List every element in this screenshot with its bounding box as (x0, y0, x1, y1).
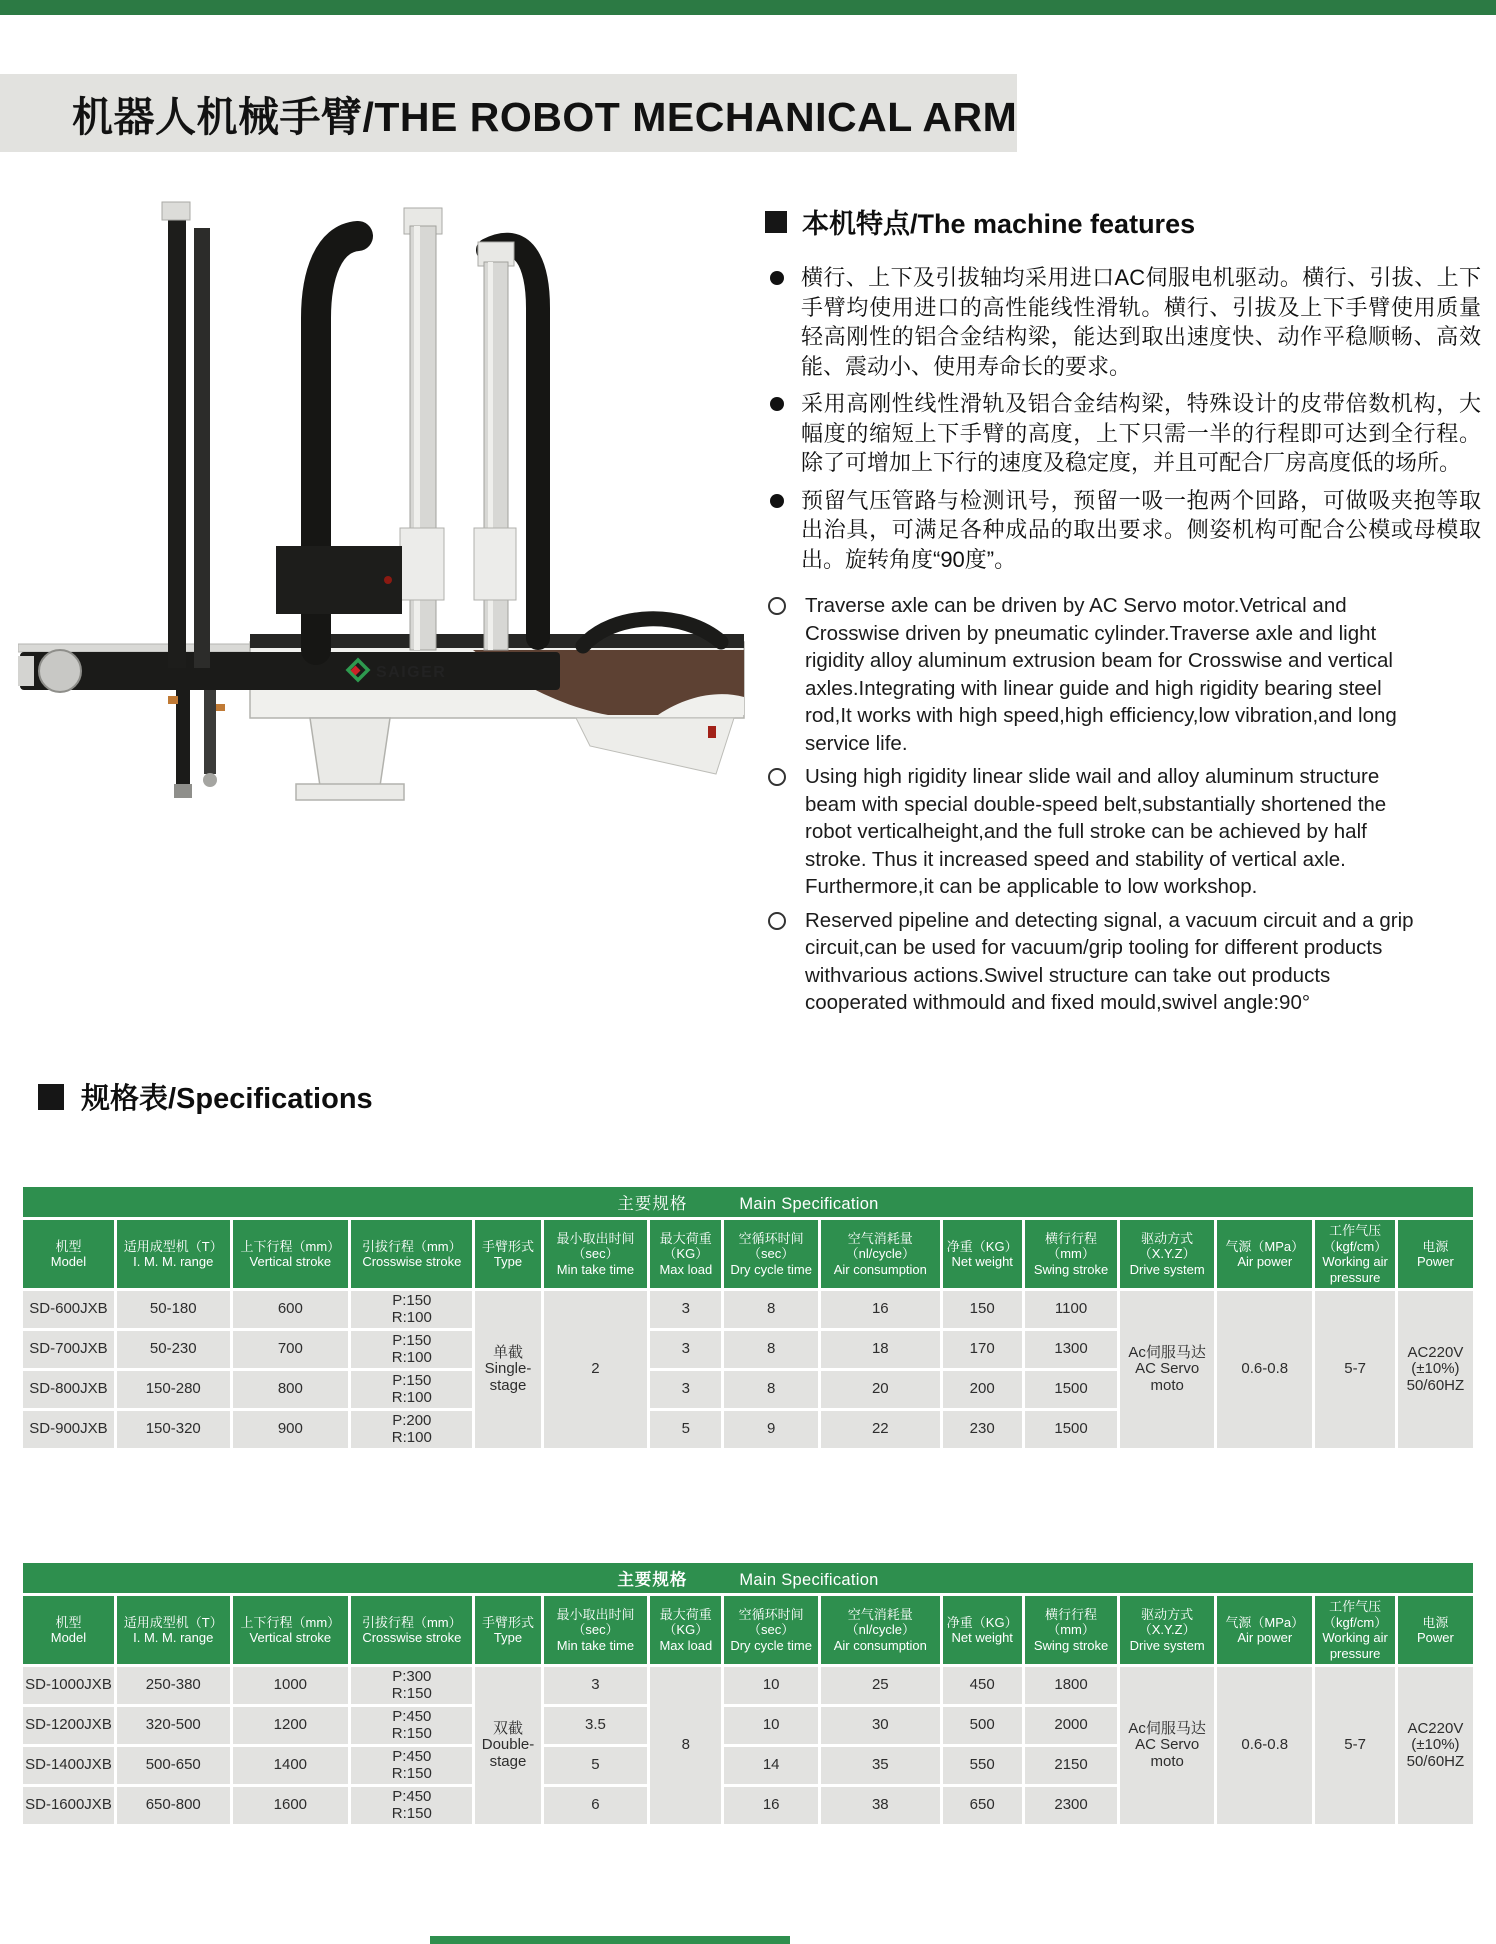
spec-column-header: 净重（KG） Net weight (943, 1220, 1022, 1288)
spec-cell: 9 (724, 1411, 818, 1448)
spec-row (23, 1291, 1473, 1328)
table-banner (23, 1187, 1473, 1217)
spec-cell: SD-1600JXB (23, 1787, 114, 1824)
page-title: 机器人机械手臂/THE ROBOT MECHANICAL ARM (0, 74, 1017, 152)
spec-cell: 25 (821, 1667, 939, 1704)
robot-left-rail-2 (194, 228, 210, 668)
spec-cell: 1300 (1025, 1331, 1117, 1368)
spec-row (23, 1667, 1473, 1704)
spec-cell: 10 (724, 1667, 818, 1704)
spec-table-double-stage (20, 1560, 1476, 1827)
spec-column-header: 手臂形式 Type (475, 1596, 540, 1664)
spec-cell: 6 (544, 1787, 648, 1824)
feature-bullet-zh: 采用高刚性线性滑轨及铝合金结构梁，特殊设计的皮带倍数机构，大幅度的缩短上下手臂的高度，上下只需一半的行程即可达到全行程。除了可增加上下行的速度及稳定度，并且可配合厂房高度低的场所。 (765, 389, 1481, 478)
bottom-green-band (430, 1936, 790, 1944)
spec-cell: 3.5 (544, 1707, 648, 1744)
spec-cell: 800 (233, 1371, 349, 1408)
spec-cell: P:450 R:150 (351, 1787, 472, 1824)
spec-cell: 38 (821, 1787, 939, 1824)
spec-column-header: 工作气压 （kgf/cm） Working air pressure (1315, 1220, 1394, 1288)
spec-cell: 500-650 (117, 1747, 230, 1784)
spec-cell: 16 (821, 1291, 939, 1328)
robot-slider-2 (474, 528, 516, 600)
spec-cell: 1400 (233, 1747, 349, 1784)
spec-column-header: 引拔行程（mm） Crosswise stroke (351, 1596, 472, 1664)
spec-cell: P:150 R:100 (351, 1331, 472, 1368)
spec-column-header: 驱动方式 （X.Y.Z） Drive system (1120, 1220, 1214, 1288)
spec-cell: 20 (821, 1371, 939, 1408)
table-banner-en: Main Specification (739, 1571, 879, 1589)
spec-column-header: 适用成型机（T） I. M. M. range (117, 1220, 230, 1288)
spec-cell: 22 (821, 1411, 939, 1448)
spec-cell: 18 (821, 1331, 939, 1368)
spec-cell: 50-180 (117, 1291, 230, 1328)
spec-cell: 8 (724, 1371, 818, 1408)
spec-column-header: 空气消耗量 （nl/cycle） Air consumption (821, 1596, 939, 1664)
spec-column-header: 电源 Power (1398, 1220, 1473, 1288)
spec-cell: P:150 R:100 (351, 1371, 472, 1408)
spec-cell: 1500 (1025, 1411, 1117, 1448)
spec-cell: 0.6-0.8 (1217, 1667, 1312, 1824)
spec-cell: 双截 Double- stage (475, 1667, 540, 1824)
spec-column-header: 空循环时间 （sec） Dry cycle time (724, 1596, 818, 1664)
robot-gripper-rod-1 (176, 690, 190, 786)
spec-cell: SD-1200JXB (23, 1707, 114, 1744)
spec-cell: P:450 R:150 (351, 1747, 472, 1784)
robot-crossbar-endblock (18, 656, 34, 686)
feature-bullet-zh: 横行、上下及引拔轴均采用进口AC伺服电机驱动。横行、引拔、上下手臂均使用进口的高性能线性滑轨。横行、引拔及上下手臂使用质量轻高刚性的铝合金结构梁，能达到取出速度快、动作平稳顺畅、高效能、震动小、使用寿命长的要求。 (765, 263, 1481, 381)
page-title-bar (0, 74, 1018, 152)
spec-cell: P:450 R:150 (351, 1707, 472, 1744)
saiger-brand-text: SAIGER (376, 664, 447, 681)
spec-cell: 150-320 (117, 1411, 230, 1448)
spec-cell: AC220V (±10%) 50/60HZ (1398, 1667, 1473, 1824)
feature-bullet-en: Using high rigidity linear slide wail and alloy aluminum structure beam with special double-speed belt,substantially shortened the robot verticalheight,and the full stroke can be achieved by half stroke. Thus it increased speed and stability of vertical axle. Furthermore,it can be applicable to low workshop. (765, 763, 1481, 901)
spec-table (20, 1560, 1476, 1827)
spec-column-header: 上下行程（mm） Vertical stroke (233, 1220, 349, 1288)
spec-column-header: 手臂形式 Type (475, 1220, 540, 1288)
spec-cell: 8 (650, 1667, 721, 1824)
spec-cell: 650-800 (117, 1787, 230, 1824)
spec-cell: 3 (544, 1667, 648, 1704)
spec-cell: SD-800JXB (23, 1371, 114, 1408)
spec-cell: 1500 (1025, 1371, 1117, 1408)
spec-cell: 35 (821, 1747, 939, 1784)
spec-cell: Ac伺服马达 AC Servo moto (1120, 1667, 1214, 1824)
spec-column-header: 机型 Model (23, 1220, 114, 1288)
robot-crossbar-endcap (39, 650, 81, 692)
spec-cell: 500 (943, 1707, 1022, 1744)
table-banner-zh: 主要规格 (617, 1195, 688, 1213)
spec-cell: 2300 (1025, 1787, 1117, 1824)
robot-fitting-1 (168, 696, 178, 704)
spec-cell: 170 (943, 1331, 1022, 1368)
spec-column-header: 最大荷重 （KG） Max load (650, 1220, 721, 1288)
spec-cell: 16 (724, 1787, 818, 1824)
spec-cell: 650 (943, 1787, 1022, 1824)
features-heading-text: 本机特点/The machine features (802, 209, 1196, 239)
top-green-band (0, 0, 1496, 15)
spec-cell: 3 (650, 1371, 721, 1408)
spec-table (20, 1184, 1476, 1451)
spec-cell: P:300 R:150 (351, 1667, 472, 1704)
features-section (765, 202, 1481, 1023)
spec-cell: 320-500 (117, 1707, 230, 1744)
features-list-en (765, 592, 1481, 1017)
specs-heading (38, 1076, 373, 1117)
spec-column-header: 空气消耗量 （nl/cycle） Air consumption (821, 1220, 939, 1288)
spec-cell: 2000 (1025, 1707, 1117, 1744)
table-banner-en: Main Specification (739, 1195, 879, 1213)
robot-motor-indicator (384, 576, 392, 584)
robot-slider-1 (400, 528, 444, 600)
robot-motor-box (276, 546, 402, 614)
robot-foot-plate (296, 784, 404, 800)
spec-column-header: 气源（MPa） Air power (1217, 1596, 1312, 1664)
spec-column-header: 适用成型机（T） I. M. M. range (117, 1596, 230, 1664)
spec-cell: 30 (821, 1707, 939, 1744)
spec-cell: SD-900JXB (23, 1411, 114, 1448)
spec-cell: 900 (233, 1411, 349, 1448)
spec-cell: 5 (650, 1411, 721, 1448)
spec-cell: 550 (943, 1747, 1022, 1784)
spec-column-header: 最小取出时间 （sec） Min take time (544, 1220, 648, 1288)
spec-cell: 14 (724, 1747, 818, 1784)
section-square-icon (765, 211, 787, 233)
spec-column-header: 引拔行程（mm） Crosswise stroke (351, 1220, 472, 1288)
features-heading (765, 202, 1481, 241)
spec-cell: 1600 (233, 1787, 349, 1824)
robot-left-rail-1 (168, 210, 186, 668)
spec-cell: SD-700JXB (23, 1331, 114, 1368)
spec-cell: AC220V (±10%) 50/60HZ (1398, 1291, 1473, 1448)
robot-photo (18, 198, 746, 810)
spec-column-header: 空循环时间 （sec） Dry cycle time (724, 1220, 818, 1288)
robot-gripper-tip-2 (203, 773, 217, 787)
spec-cell: SD-1000JXB (23, 1667, 114, 1704)
table-banner (23, 1563, 1473, 1593)
spec-cell: Ac伺服马达 AC Servo moto (1120, 1291, 1214, 1448)
spec-cell: 5-7 (1315, 1291, 1394, 1448)
spec-cell: 450 (943, 1667, 1022, 1704)
spec-cell: 5-7 (1315, 1667, 1394, 1824)
spec-cell: 8 (724, 1291, 818, 1328)
spec-column-header: 工作气压 （kgf/cm） Working air pressure (1315, 1596, 1394, 1664)
spec-cell: 200 (943, 1371, 1022, 1408)
spec-cell: 3 (650, 1331, 721, 1368)
spec-cell: 1800 (1025, 1667, 1117, 1704)
spec-cell: 50-230 (117, 1331, 230, 1368)
spec-cell: SD-1400JXB (23, 1747, 114, 1784)
spec-cell: 5 (544, 1747, 648, 1784)
spec-cell: 2150 (1025, 1747, 1117, 1784)
spec-column-header: 横行行程 （mm） Swing stroke (1025, 1596, 1117, 1664)
robot-illustration (18, 198, 746, 810)
spec-cell: 230 (943, 1411, 1022, 1448)
spec-cell: 1000 (233, 1667, 349, 1704)
spec-cell: 150 (943, 1291, 1022, 1328)
spec-column-header: 净重（KG） Net weight (943, 1596, 1022, 1664)
spec-cell: 1100 (1025, 1291, 1117, 1328)
spec-column-header: 驱动方式 （X.Y.Z） Drive system (1120, 1596, 1214, 1664)
spec-cell: 250-380 (117, 1667, 230, 1704)
spec-header-row (23, 1220, 1473, 1288)
robot-gripper-rod-2 (204, 690, 216, 774)
robot-crossbar (20, 652, 560, 690)
spec-cell: 8 (724, 1331, 818, 1368)
spec-cell: 150-280 (117, 1371, 230, 1408)
section-square-icon (38, 1084, 64, 1110)
robot-switch (708, 726, 716, 738)
spec-cell: SD-600JXB (23, 1291, 114, 1328)
spec-header-row (23, 1596, 1473, 1664)
spec-column-header: 上下行程（mm） Vertical stroke (233, 1596, 349, 1664)
spec-column-header: 最大荷重 （KG） Max load (650, 1596, 721, 1664)
spec-cell: 2 (544, 1291, 648, 1448)
spec-cell: 0.6-0.8 (1217, 1291, 1312, 1448)
spec-cell: 单截 Single- stage (475, 1291, 540, 1448)
feature-bullet-zh: 预留气压管路与检测讯号，预留一吸一抱两个回路，可做吸夹抱等取出治具，可满足各种成品的取出要求。侧姿机构可配合公模或母模取出。旋转角度“90度”。 (765, 486, 1481, 575)
robot-support-column (310, 718, 390, 786)
spec-cell: P:150 R:100 (351, 1291, 472, 1328)
specs-heading-text: 规格表/Specifications (81, 1083, 373, 1115)
spec-cell: P:200 R:100 (351, 1411, 472, 1448)
spec-column-header: 气源（MPa） Air power (1217, 1220, 1312, 1288)
robot-left-rail-cap (162, 202, 190, 220)
features-list-zh (765, 263, 1481, 574)
spec-column-header: 最小取出时间 （sec） Min take time (544, 1596, 648, 1664)
spec-cell: 700 (233, 1331, 349, 1368)
feature-bullet-en: Traverse axle can be driven by AC Servo motor.Vetrical and Crosswise driven by pneumatic cylinder.Traverse axle and light rigidity alloy aluminum extrusion beam for Crosswise and vertical axles.Integrating with linear guide and high rigidity bearing steel rod,It works with high speed,high efficiency,low vibration,and long service life. (765, 592, 1481, 757)
spec-cell: 600 (233, 1291, 349, 1328)
spec-cell: 10 (724, 1707, 818, 1744)
spec-table-single-stage (20, 1184, 1476, 1451)
spec-cell: 3 (650, 1291, 721, 1328)
robot-gripper-tip-1 (174, 784, 192, 798)
robot-fitting-2 (216, 704, 225, 711)
spec-column-header: 电源 Power (1398, 1596, 1473, 1664)
spec-cell: 1200 (233, 1707, 349, 1744)
feature-bullet-en: Reserved pipeline and detecting signal, a vacuum circuit and a grip circuit,can be used for vacuum/grip tooling for different products withvarious actions.Swivel structure can take out products cooperated withmould and fixed mould,swivel angle:90° (765, 907, 1481, 1017)
table-banner-zh: 主要规格 (617, 1571, 688, 1589)
spec-column-header: 横行行程 （mm） Swing stroke (1025, 1220, 1117, 1288)
spec-column-header: 机型 Model (23, 1596, 114, 1664)
